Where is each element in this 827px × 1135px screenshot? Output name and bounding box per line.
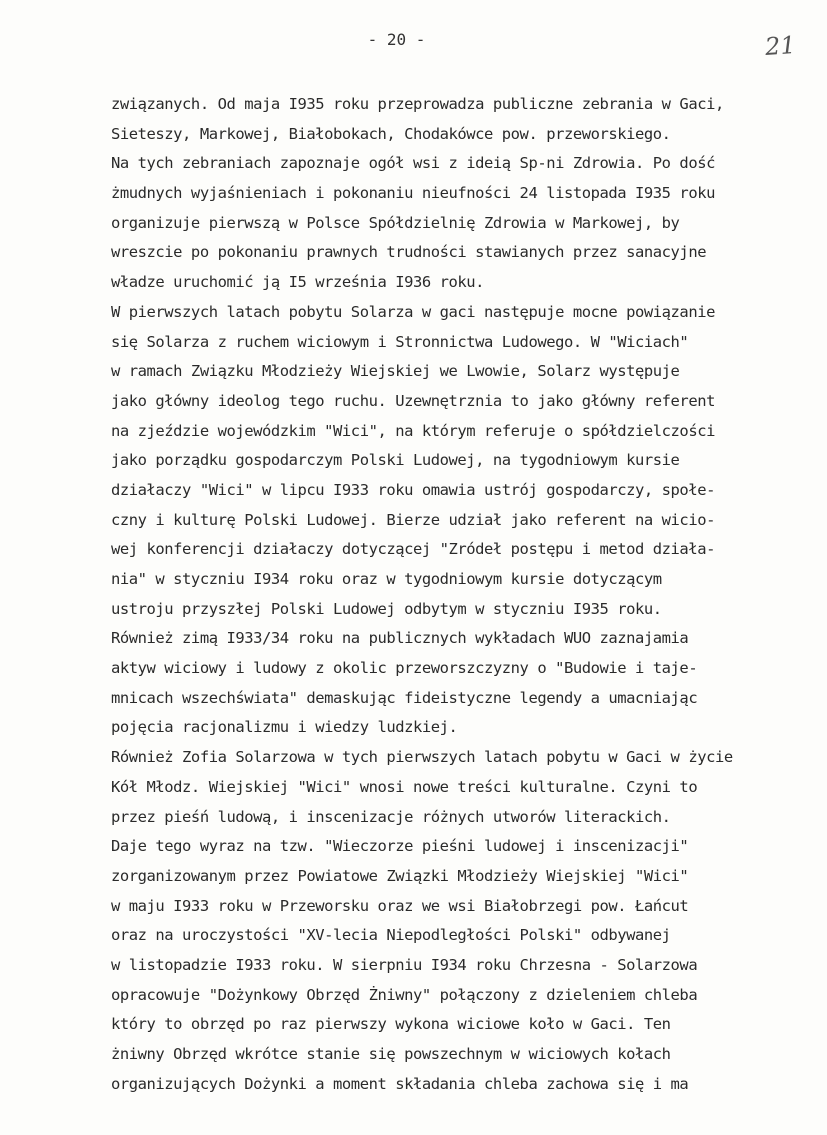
text-line: który to obrzęd po raz pierwszy wykona wiciowe koło w Gaci. Ten xyxy=(111,1015,671,1034)
text-line: jako główny ideolog tego ruchu. Uzewnętrznia to jako główny referent xyxy=(111,391,715,410)
text-line: zorganizowanym przez Powiatowe Związki Młodzieży Wiejskiej "Wici" xyxy=(111,866,689,885)
text-line: działaczy "Wici" w lipcu I933 roku omawia ustrój gospodarczy, społe- xyxy=(111,480,715,499)
text-line: mnicach wszechświata" demaskując fideistyczne legendy a umacniając xyxy=(111,688,698,707)
text-line: żniwny Obrzęd wkrótce stanie się powszechnym w wiciowych kołach xyxy=(111,1045,671,1063)
text-line: Również Zofia Solarzowa w tych pierwszych latach pobytu w Gaci w życie xyxy=(111,748,733,767)
text-line: Daje tego wyraz na tzw. "Wieczorze pieśni ludowej i inscenizacji" xyxy=(111,837,689,856)
text-line: Również zimą I933/34 roku na publicznych wykładach WUO zaznajamia xyxy=(111,629,689,648)
text-line: Sieteszy, Markowej, Białobokach, Chodakówce pow. przeworskiego. xyxy=(111,124,671,143)
handwritten-page-number: 21 xyxy=(764,30,797,62)
text-line: organizuje pierwszą w Polsce Spółdzielnię Zdrowia w Markowej, by xyxy=(111,213,680,232)
text-line: władze uruchomić ją I5 września I936 roku. xyxy=(111,273,485,292)
text-line: opracowuje "Dożynkowy Obrzęd Żniwny" połączony z dzieleniem chleba xyxy=(111,985,698,1004)
text-line: wreszcie po pokonaniu prawnych trudności stawianych przez sanacyjne xyxy=(111,243,707,262)
text-line: oraz na uroczystości "XV-lecia Niepodległości Polski" odbywanej xyxy=(111,926,671,945)
body-text xyxy=(111,90,823,1099)
text-line: w maju I933 roku w Przeworsku oraz we wsi Białobrzegi pow. Łańcut xyxy=(111,896,689,915)
text-line: wej konferencji działaczy dotyczącej "Zródeł postępu i metod działa- xyxy=(111,540,715,559)
text-line: jako porządku gospodarczym Polski Ludowej, na tygodniowym kursie xyxy=(111,451,680,470)
text-line: Na tych zebraniach zapoznaje ogół wsi z ideią Sp-ni Zdrowia. Po dość xyxy=(111,154,715,173)
text-line: ustroju przyszłej Polski Ludowej odbytym w styczniu I935 roku. xyxy=(111,599,662,618)
text-line: Kół Młodz. Wiejskiej "Wici" wnosi nowe treści kulturalne. Czyni to xyxy=(111,777,698,796)
text-line: przez pieśń ludową, i inscenizacje różnych utworów literackich. xyxy=(111,807,671,826)
text-line: pojęcia racjonalizmu i wiedzy ludzkiej. xyxy=(111,718,458,737)
text-line: aktyw wiciowy i ludowy z okolic przeworszczyzny o "Budowie i taje- xyxy=(111,659,698,678)
text-line: w listopadzie I933 roku. W sierpniu I934 roku Chrzesna - Solarzowa xyxy=(111,955,698,974)
text-line: się Solarza z ruchem wiciowym i Stronnictwa Ludowego. W "Wiciach" xyxy=(111,332,689,351)
text-line: w ramach Związku Młodzieży Wiejskiej we Lwowie, Solarz występuje xyxy=(111,362,680,381)
text-line: W pierwszych latach pobytu Solarza w gaci następuje mocne powiązanie xyxy=(111,302,715,321)
text-line: czny i kulturę Polski Ludowej. Bierze udział jako referent na wicio- xyxy=(111,510,715,529)
text-line: związanych. Od maja I935 roku przeprowadza publiczne zebrania w Gaci, xyxy=(111,95,724,113)
text-line: nia" w styczniu I934 roku oraz w tygodniowym kursie dotyczącym xyxy=(111,570,662,588)
page-number: - 20 - xyxy=(367,30,426,49)
text-line: organizujących Dożynki a moment składania chleba zachowa się i ma xyxy=(111,1074,689,1093)
text-line: na zjeździe wojewódzkim "Wici", na którym referuje o spółdzielczości xyxy=(111,421,715,440)
text-line: żmudnych wyjaśnieniach i pokonaniu nieufności 24 listopada I935 roku xyxy=(111,184,715,203)
